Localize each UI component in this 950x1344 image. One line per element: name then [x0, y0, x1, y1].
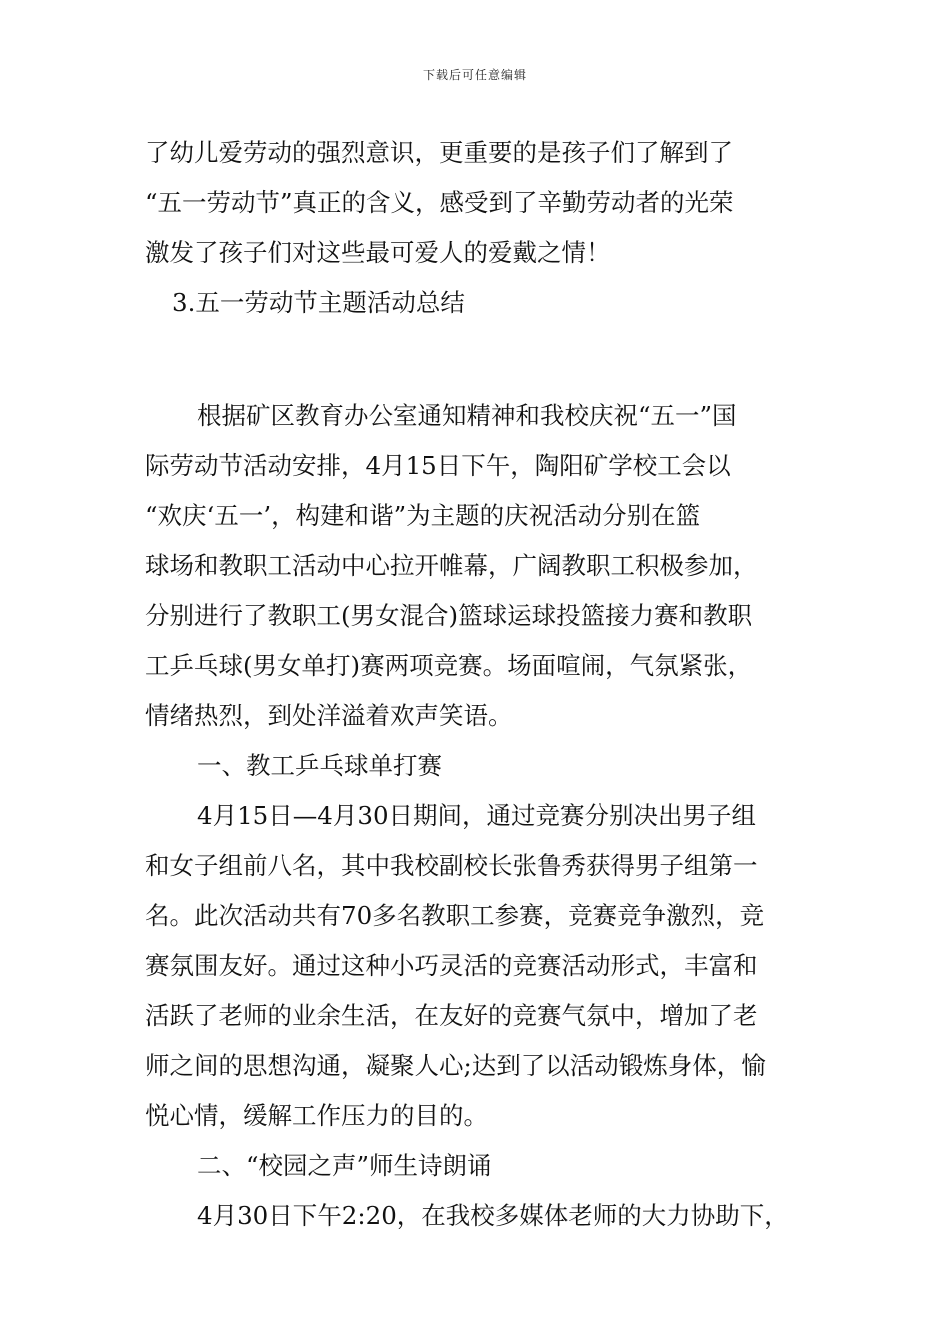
- text-line: 赛氛围友好。通过这种小巧灵活的竞赛活动形式，丰富和: [145, 951, 758, 980]
- text-line: 活跃了老师的业余生活，在友好的竞赛气氛中，增加了老: [145, 1001, 758, 1030]
- text-line: 和女子组前八名，其中我校副校长张鲁秀获得男子组第一: [145, 851, 758, 880]
- text-line: 悦心情，缓解工作压力的目的。: [145, 1101, 488, 1130]
- text-line: 师之间的思想沟通，凝聚人心;达到了以活动锻炼身体，愉: [145, 1051, 766, 1080]
- text-line: 了幼儿爱劳动的强烈意识，更重要的是孩子们了解到了: [145, 138, 733, 167]
- text-line: 球场和教职工活动中心拉开帷幕，广阔教职工积极参加，: [145, 551, 758, 580]
- document-body: [145, 128, 815, 1241]
- text-line: “欢庆‘五一’，构建和谐”为主题的庆祝活动分别在篮: [145, 501, 701, 530]
- text-line: 分别进行了教职工(男女混合)篮球运球投篮接力赛和教职: [145, 601, 753, 630]
- text-line: 4月30日下午2:20，在我校多媒体老师的大力协助下，: [197, 1201, 789, 1230]
- text-line: 4月15日—4月30日期间，通过竞赛分别决出男子组: [197, 801, 757, 830]
- text-line: “五一劳动节”真正的含义，感受到了辛勤劳动者的光荣: [145, 188, 734, 217]
- text-line: 工乒乓球(男女单打)赛两项竞赛。场面喧闹，气氛紧张，: [145, 651, 753, 680]
- subsection-heading: 一、教工乒乓球单打赛: [197, 751, 442, 780]
- text-line: 名。此次活动共有70多名教职工参赛，竞赛竞争激烈，竞: [145, 901, 765, 930]
- text-line: 激发了孩子们对这些最可爱人的爱戴之情！: [145, 238, 611, 267]
- text-line: 情绪热烈，到处洋溢着欢声笑语。: [145, 701, 513, 730]
- text-line: 际劳动节活动安排，4月15日下午，陶阳矿学校工会以: [145, 451, 731, 480]
- page-header-note: 下载后可任意编辑: [422, 68, 527, 82]
- text-line: 根据矿区教育办公室通知精神和我校庆祝“五一”国: [197, 401, 737, 430]
- section-heading: 3.五一劳动节主题活动总结: [172, 288, 465, 317]
- subsection-heading: 二、“校园之声”师生诗朗诵: [197, 1151, 492, 1180]
- paragraph-gap: [145, 328, 815, 391]
